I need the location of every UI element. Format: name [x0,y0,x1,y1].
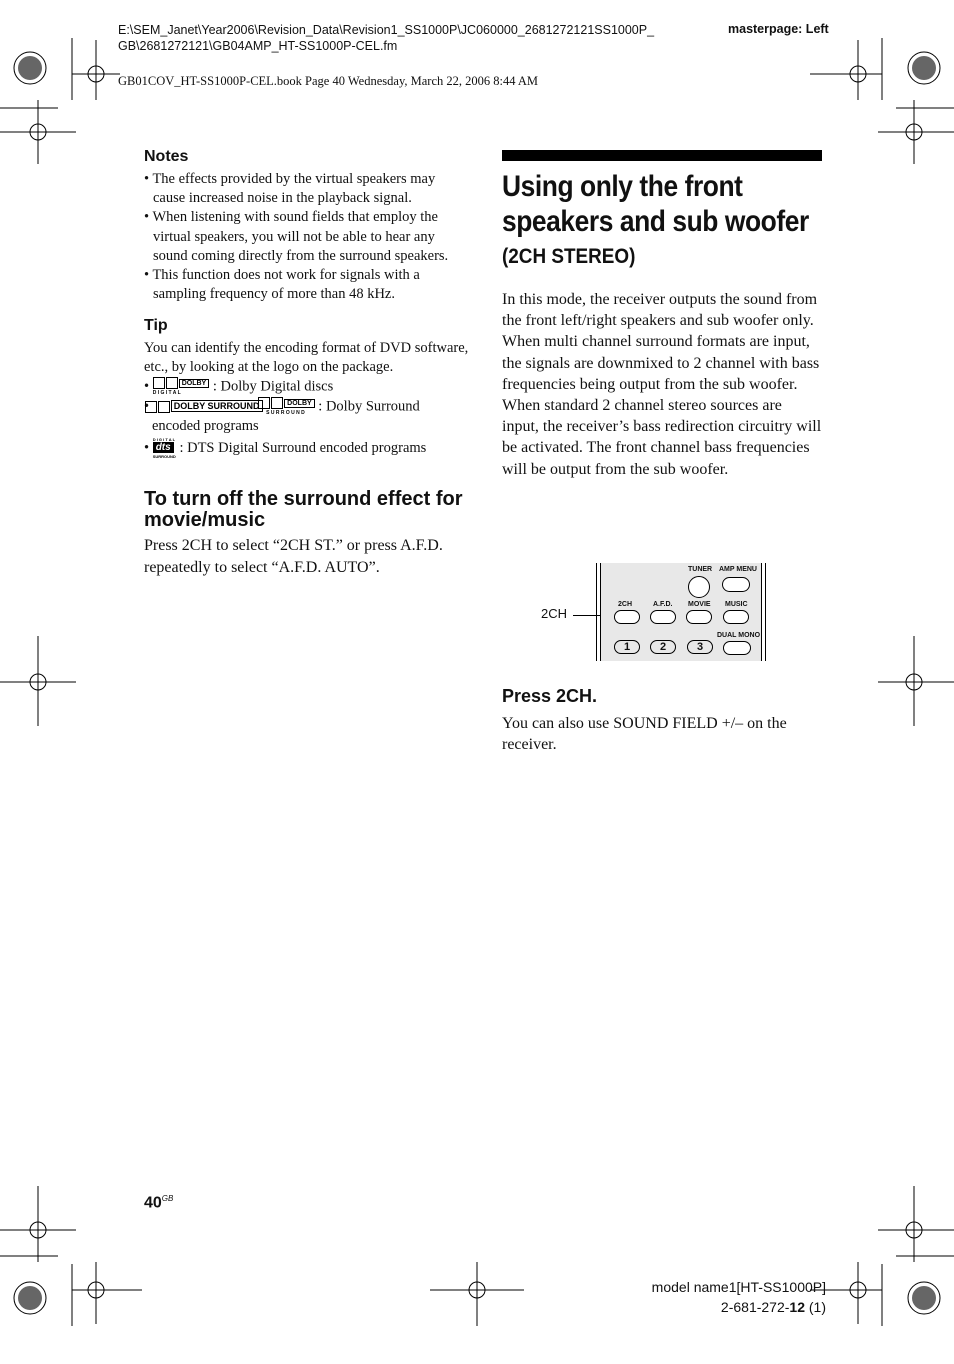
tip-logo-item: • DOLBY D I G I T A L : Dolby Digital discs [144,378,334,397]
page-subtitle: (2CH STEREO) [502,245,636,268]
header-book-line: GB01COV_HT-SS1000P-CEL.book Page 40 Wednesday, March 22, 2006 8:44 AM [118,74,539,88]
left-column [144,148,469,578]
model-line1: model name1[HT-SS1000P] [651,1279,826,1295]
main-paragraphs [502,289,822,480]
tip-logo-item: • DOLBY SURROUND DOLBY S U R R O U N D : Dolby Surround encoded programs [144,398,420,435]
model-line2: 2-681-272-12 (1) [720,1299,826,1315]
afd-button[interactable] [650,610,676,624]
surround-off-heading: To turn off the surround effect for movie/music [144,488,463,532]
notes-list [144,170,469,304]
page-title: Using only the front speakers and sub woofer [502,170,809,238]
remote-illustration: TUNER AMP MENU 2CH A.F.D. MOVIE MUSIC DUAL MONO 1 2 3 [596,563,766,661]
dolby-digital-logo: DOLBY D I G I T A L [153,377,210,397]
step-text: You can also use SOUND FIELD +/– on the receiver. [502,715,787,754]
dolby-surround-logo: DOLBY SURROUND [153,401,263,413]
main-paragraph: In this mode, the receiver outputs the sound from the front left/right speakers and sub woofer only. [502,291,818,330]
surround-off-text: Press 2CH to select “2CH ST.” or press A.F.D. repeatedly to select “A.F.D. AUTO”. [144,537,443,576]
notes-heading: Notes [144,148,189,165]
number-1-button[interactable]: 1 [614,640,640,654]
amp-menu-button[interactable] [722,577,750,592]
tip-text: You can identify the encoding format of DVD software, etc., by looking at the logo on the package. [144,340,469,376]
2ch-button[interactable] [614,610,640,624]
main-paragraph: When multi channel surround formats are input, the signals are downmixed to 2 channel with bass frequencies being output from the sub woofer. [502,333,820,393]
tip-heading: Tip [144,317,168,335]
step-section [502,686,822,755]
tip-logo-item: • D I G I T A L dts SURROUND : DTS Digital Surround encoded programs [144,437,427,460]
right-column [502,150,822,480]
note-item: • When listening with sound fields that employ the virtual speakers, you will not be able to hear any sound coming directly from the surround speakers. [144,209,449,264]
step-heading: Press 2CH. [502,686,598,706]
header-file-path [118,22,718,54]
title-rule [502,150,822,161]
note-item: • The effects provided by the virtual speakers may cause increased noise in the playback signal. [144,171,436,207]
dual-mono-button[interactable] [723,641,751,655]
tuner-button[interactable] [688,576,710,598]
model-info [652,1277,826,1317]
note-item: • This function does not work for signals with a sampling frequency of more than 48 kHz. [144,267,420,303]
header-path-line1: E:\SEM_Janet\Year2006\Revision_Data\Revision1_SS1000P\JC060000_2681272121SS1000P_ [118,23,655,37]
header-path-line2: GB\2681272121\GB04AMP_HT-SS1000P-CEL.fm [118,39,398,53]
number-2-button[interactable]: 2 [650,640,676,654]
dts-logo: D I G I T A L dts SURROUND [152,437,176,460]
main-paragraph: When standard 2 channel stereo sources are input, the receiver’s bass redirection circuitry will be activated. The front channel bass frequencies will be output from the sub woofer. [502,397,822,478]
number-3-button[interactable]: 3 [687,640,713,654]
dolby-surround-logo-alt: DOLBY S U R R O U N D [266,397,315,417]
page-number: $40^{GB}$ [144,1194,174,1212]
header-masterpage: masterpage: Left [728,22,829,36]
movie-button[interactable] [686,610,712,624]
remote-callout-label: 2CH [541,606,568,621]
music-button[interactable] [723,610,749,624]
